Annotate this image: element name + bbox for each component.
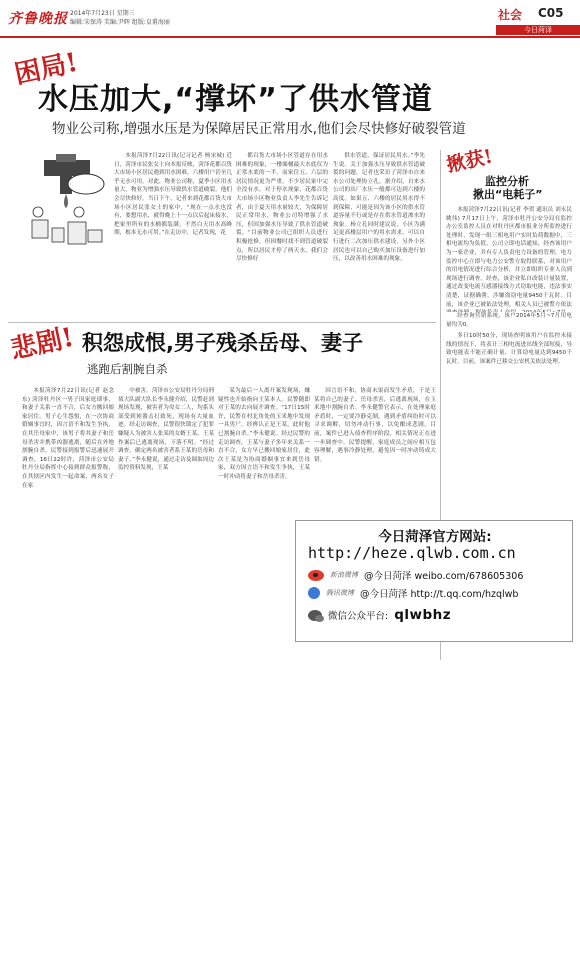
- weibo-icon: [308, 570, 324, 581]
- weibo-row[interactable]: [308, 568, 523, 582]
- story1-subhead: 物业公司称,增强水压是为保障居民正常用水,他们会尽快修好破裂管道: [52, 121, 466, 137]
- story1-column-1: 本报菏泽7月22日讯(记习记者 杨宋城) 近日，菏泽市民张女士向本报反映，菏泽花都百货大市场小区居民遇到用水困难，六楼用户甚至几乎无水可用。对此，物业公司称，夏季小区用水量大，物业为增强水压导致供水管道破裂，他们会尽快修好。当日下午，记者来到花都百货大市场小区居民张女士的家中，“现在一点水也没有，要想用水，就得晚上十一点以后起床接水，把家里所有的水桶都装满，不然白天用水高峰期，根本无水可用。”在走访中，记者发现，花: [114, 153, 232, 237]
- sidebar-headline-1: 监控分析: [485, 175, 529, 188]
- promo-title: 今日菏泽官方网站:: [378, 529, 492, 545]
- website-url[interactable]: http://heze.qlwb.com.cn: [308, 544, 516, 562]
- story1-headline: 水压加大,“撑坏”了供水管道: [38, 82, 433, 117]
- story1-stamp: 困局!: [12, 47, 81, 91]
- wechat-label: 微信公众平台:: [328, 611, 389, 622]
- story2-column-3: 某为最后一人离开案发现场，嫌疑性也开始指向王某本人。民警随即对王某的去向展开调查。“17日15时许，民警在村北角处的玉米地中发现一具男尸，经辨认正是王某，此时他已割腕自杀。”李永健说。经过民警的走访调查，王某与妻子多年来关系一直不合，女方早已搬回娘家居住，此次王某是为协商婚姻事宜来到岳母家，双方因言语不和发生争执，王某一时冲动将妻子和岳母杀害。: [218, 388, 310, 480]
- weibo-account: @今日菏泽 weibo.com/678605306: [364, 571, 524, 582]
- story2-headline: 积怨成恨,男子残杀岳母、妻子: [82, 331, 363, 355]
- story2-subhead: 逃跑后割腕自杀: [87, 362, 168, 376]
- story2-column-1: 本报菏泽7月22日讯(记者 赵念东) 菏泽牡丹区一男子因家庭琐事，和妻子关系一直不合，后女方搬回娘家居住。男子心生怨恨，在一次协商婚姻事宜时，因言语不和发生争执，在其岳母家中，该男子将其妻子和岳母杀害并携带凶器逃离，随后在外地割腕自杀。民警接到报警后迅速展开调查，16日22时许，菏泽市公安局牡丹分局指挥中心接到群众报警称，在其辖区内发生一起命案，两名女子在家: [22, 388, 114, 489]
- qq-weibo-label: 腾讯微博: [326, 589, 354, 597]
- story2-column-2: 中被害。菏泽市公安局牡丹分局刑侦大队副大队长李永健介绍，民警赶到现场发现，被害者为母女二人，均系头部受到钝器击打致死，现场有大量血迹。经走访调查，民警很快锁定了犯罪嫌疑人为被害人张某的女婿王某，王某作案后已逃离现场，下落不明。“经过调查，确定两名被害者系王某的岳母和妻子。”李永健说，通过走访及调取周边监控资料发现，王某: [118, 388, 214, 472]
- qq-weibo-account: @今日菏泽 http://t.qq.com/hzqlwb: [360, 589, 519, 600]
- sidebar-body: 本报菏泽7月22日讯(记者 李贺 通讯员 刘永民 姚伟) 7月17日上午，菏泽市牡丹公安分局在监控办公室监控人员在对牡丹区都市报业分所监控进行处理时，发现一组三相电用户实时负荷数据中，三相电流均为负值，公司立即电话通知，经查该用户为一家企业，并有专人负责电力设备的管理，电力监控中心立即与电力公安警方取得联系，对该用户的用电情况进行综合分析，并立即组织专业人员到现场进行调查。经查，该企业私自改装计量装置，通过改变电流互感器接线方式窃取电能，违法事实清楚，证据确凿，涉嫌盗窃电量9450千瓦时。目前，该企业已被依法处理，相关人员已被警方依法: [446, 207, 572, 308]
- date-line: 2014年7月23日 星期三: [70, 10, 135, 17]
- story-divider: [8, 322, 436, 323]
- story2-column-4: 因言语不和，协商未果而发生矛盾，于是王某将自己的妻子、岳母杀害，后逃离现场，在玉米地中割腕自杀。李永健警官表示，在处理家庭矛盾时，一定要冷静克制，遇到矛盾纠纷时可以寻求调解，切勿冲动行事，以免酿成悲剧。目前，案件已进入侦查程序阶段，相关情况正在进一步调查中。民警提醒，家庭成员之间应相互包容理解，遇事冷静处理，避免因一时冲动铸成大错。: [314, 388, 436, 463]
- staff-line: 编辑:宋保涛 美编:尹晖 组版:皇甫海丽: [70, 19, 170, 26]
- newspaper-logo: 齐鲁晚报: [8, 11, 68, 27]
- masthead-divider: [0, 36, 580, 38]
- page-number: C05: [538, 6, 564, 20]
- sidebar-stamp: 揪获!: [444, 145, 495, 177]
- promo-box: [295, 520, 573, 642]
- story2-stamp: 悲剧!: [8, 322, 77, 366]
- edition-badge: 今日菏泽: [496, 25, 580, 35]
- wechat-icon: [308, 610, 322, 621]
- sidebar-body-2: 多日10时50分，现场查明该用户在监控未接线的情况下，将表计三相电流进出线全部短接，导致电能表不能正确计量，计算窃电量达到9450千瓦时。目前，该案件已移交公安机关依法处理。: [446, 333, 572, 365]
- qq-weibo-row[interactable]: [308, 586, 518, 600]
- masthead: [0, 0, 580, 38]
- sidebar-subhead: 经查询营销系统，该户2014年5月~7月用电量均为0。: [446, 313, 572, 328]
- section-label: 社会: [498, 8, 523, 22]
- tencent-weibo-icon: [308, 587, 320, 599]
- story1-column-2: 都百货大市场小区管道存在用水困难的现象，一楼储桶最大水底仅为正常水底的一半。而家住五、六层的居民情况更为严重，不少居民家中完全没有水。对于停水现象，花都百货大市场小区物业负责人李先生告诉记者，由于夏天用水量较大，为保障居民正常用水，物业公司特增强了水压，但因加强水压导致了供水管道破裂，“目前物业公司已组织人员进行积极抢修，但因餐时找不到管道破裂点，所以居民才停了两天水，我们会尽快修好: [236, 153, 328, 263]
- sidebar-headline-2: 揪出“电耗子”: [473, 188, 543, 201]
- wechat-id: qlwbhz: [394, 607, 452, 623]
- wechat-row[interactable]: [308, 607, 451, 623]
- story1-column-3: 供水管道，保证居民用水。”李先生说。关于加强水压导致供水管道破裂的问题，记者也采访了菏泽市自来水公司处理协立孔，据介绍，自来水公司的出厂水压一般都可达到六楼的高度。如果五、六楼的居民用水得不到保障，可能是因为该小区的供水管道容量不行或是存在供水管道渗水的现象。杨立孔同时建议说，小区为满足更高楼层用户的用水需求，可以自行进行二次加压供水建设，另外小区居民也可以自己购买加压设备进行加压，以改善用水困难的现象。: [333, 153, 425, 263]
- weibo-label: 新浪微博: [330, 571, 358, 579]
- pipe-cartoon-icon: [24, 150, 112, 260]
